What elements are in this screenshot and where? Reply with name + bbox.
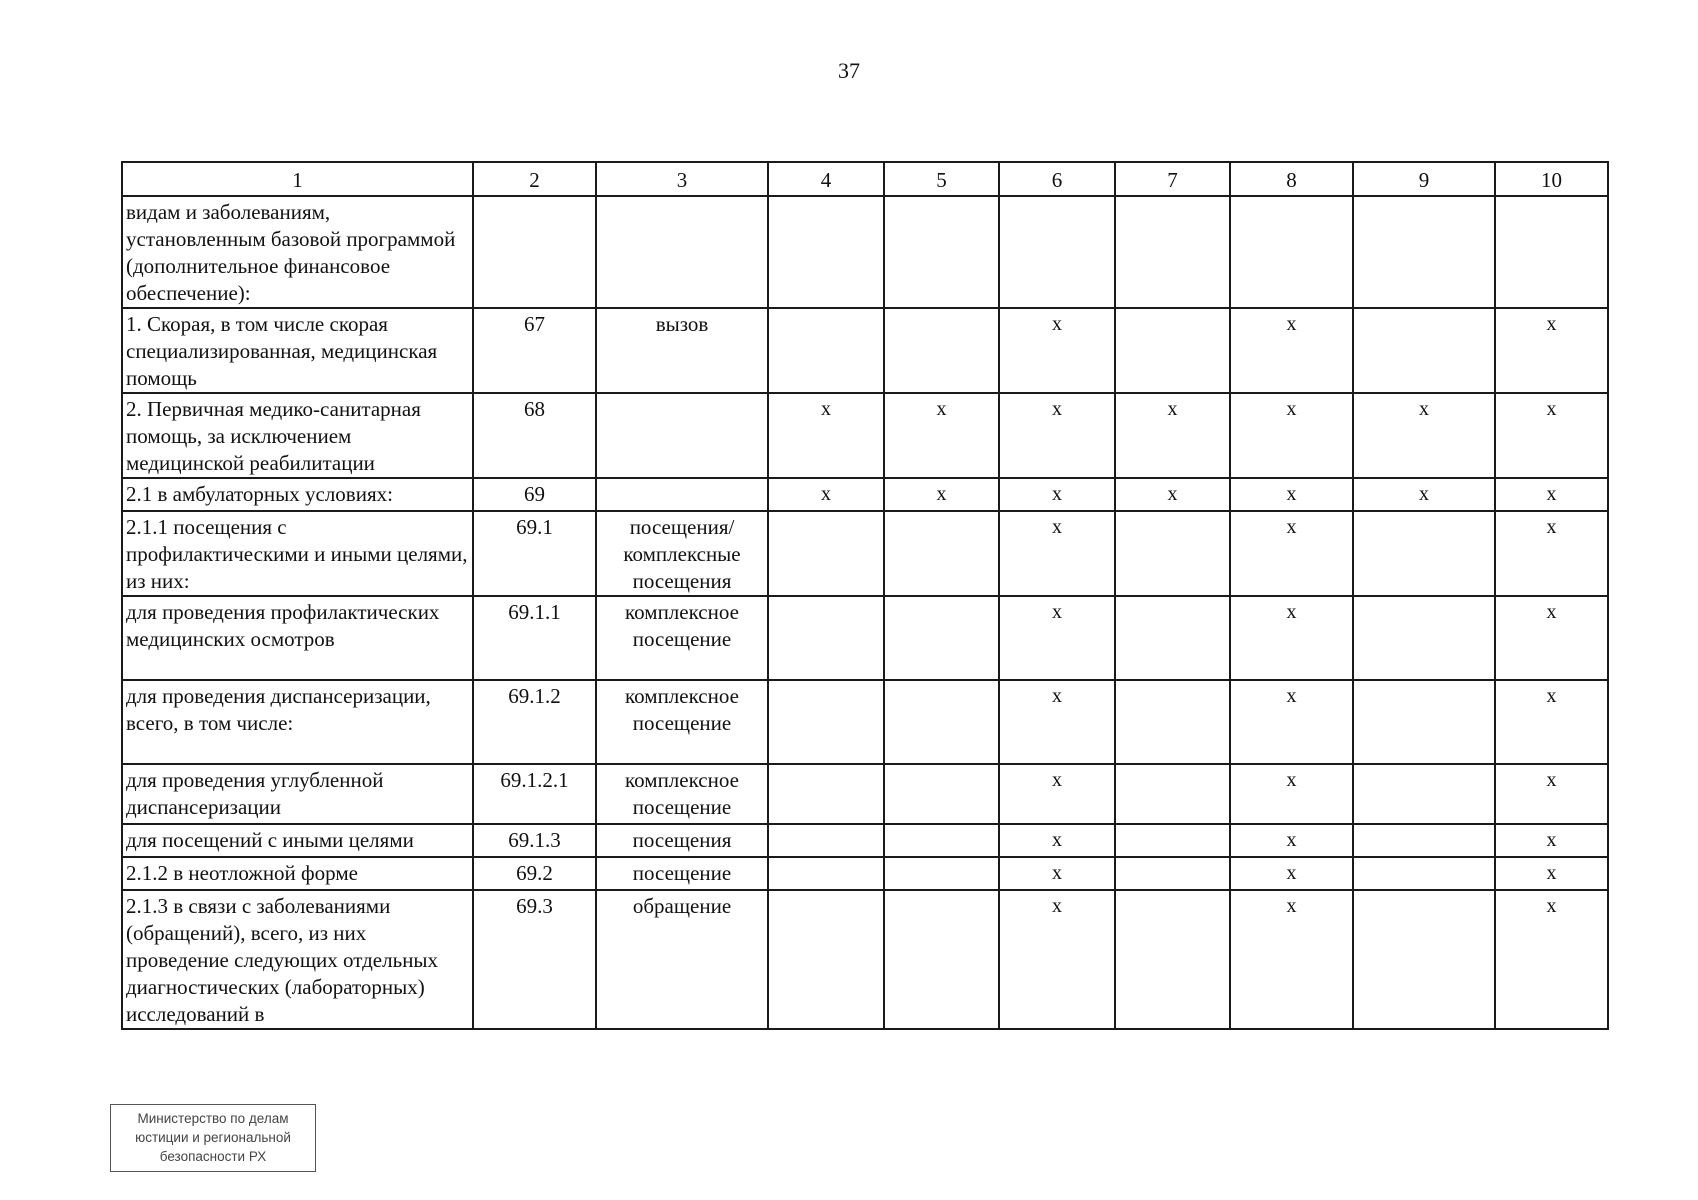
table-cell-col-5 bbox=[884, 308, 999, 393]
table-cell-col-8: х bbox=[1230, 764, 1353, 824]
table-cell-col-6: х bbox=[999, 764, 1115, 824]
table-cell-col-7 bbox=[1115, 596, 1230, 680]
table-cell-col-5 bbox=[884, 596, 999, 680]
table-cell-col-10: х bbox=[1495, 511, 1608, 596]
table-row bbox=[122, 308, 1608, 393]
column-header-9: 9 bbox=[1353, 162, 1495, 196]
table-cell-col-3: посещения bbox=[596, 824, 768, 857]
table-cell-col-1: 1. Скорая, в том числе скорая специализированная, медицинская помощь bbox=[122, 308, 473, 393]
table-cell-col-6 bbox=[999, 196, 1115, 308]
table-cell-col-4 bbox=[768, 857, 884, 890]
table-row bbox=[122, 393, 1608, 478]
table-cell-col-10: х bbox=[1495, 680, 1608, 764]
table-row bbox=[122, 596, 1608, 680]
table-cell-col-10: х bbox=[1495, 393, 1608, 478]
table-cell-col-1: 2.1.1 посещения с профилактическими и иными целями, из них: bbox=[122, 511, 473, 596]
table-cell-col-2: 69.2 bbox=[473, 857, 596, 890]
table-cell-col-2: 69.1.2 bbox=[473, 680, 596, 764]
table-cell-col-9 bbox=[1353, 857, 1495, 890]
table-cell-col-4: х bbox=[768, 478, 884, 511]
table-row bbox=[122, 511, 1608, 596]
table-cell-col-1: для проведения углубленной диспансеризации bbox=[122, 764, 473, 824]
table-cell-col-2: 67 bbox=[473, 308, 596, 393]
table-cell-col-9 bbox=[1353, 308, 1495, 393]
table-cell-col-3: комплексное посещение bbox=[596, 680, 768, 764]
table-header-row bbox=[122, 162, 1608, 196]
table-cell-col-7 bbox=[1115, 824, 1230, 857]
table-cell-col-5 bbox=[884, 857, 999, 890]
table-cell-col-8: х bbox=[1230, 393, 1353, 478]
table-cell-col-9 bbox=[1353, 196, 1495, 308]
table-cell-col-2: 69.3 bbox=[473, 890, 596, 1029]
stamp-line: безопасности РХ bbox=[159, 1149, 267, 1164]
table-cell-col-2: 69.1.3 bbox=[473, 824, 596, 857]
table-cell-col-3 bbox=[596, 393, 768, 478]
table-cell-col-7 bbox=[1115, 196, 1230, 308]
table-cell-col-4 bbox=[768, 824, 884, 857]
table-cell-col-7 bbox=[1115, 764, 1230, 824]
table-cell-col-8: х bbox=[1230, 680, 1353, 764]
table-cell-col-8: х bbox=[1230, 596, 1353, 680]
table-cell-col-4: х bbox=[768, 393, 884, 478]
table-cell-col-10: х bbox=[1495, 308, 1608, 393]
column-header-1: 1 bbox=[122, 162, 473, 196]
table-cell-col-1: видам и заболеваниям, установленным базовой программой (дополнительное финансовое обеспечение): bbox=[122, 196, 473, 308]
table-cell-col-1: для посещений с иными целями bbox=[122, 824, 473, 857]
table-cell-col-3: комплексное посещение bbox=[596, 596, 768, 680]
table-cell-col-2: 69.1.1 bbox=[473, 596, 596, 680]
table-cell-col-5 bbox=[884, 196, 999, 308]
table-cell-col-10: х bbox=[1495, 764, 1608, 824]
table-cell-col-6: х bbox=[999, 308, 1115, 393]
table-cell-col-7: х bbox=[1115, 478, 1230, 511]
table-cell-col-10: х bbox=[1495, 890, 1608, 1029]
table-cell-col-5: х bbox=[884, 478, 999, 511]
table-cell-col-3 bbox=[596, 478, 768, 511]
column-header-2: 2 bbox=[473, 162, 596, 196]
table-cell-col-3 bbox=[596, 196, 768, 308]
table-cell-col-6: х bbox=[999, 890, 1115, 1029]
table-cell-col-1: 2.1 в амбулаторных условиях: bbox=[122, 478, 473, 511]
table-cell-col-4 bbox=[768, 308, 884, 393]
table-cell-col-9: х bbox=[1353, 393, 1495, 478]
table-cell-col-2 bbox=[473, 196, 596, 308]
table-cell-col-10: х bbox=[1495, 824, 1608, 857]
table-cell-col-5 bbox=[884, 824, 999, 857]
table-cell-col-1: 2. Первичная медико-санитарная помощь, за исключением медицинской реабилитации bbox=[122, 393, 473, 478]
table-cell-col-9 bbox=[1353, 824, 1495, 857]
column-header-6: 6 bbox=[999, 162, 1115, 196]
table-cell-col-8: х bbox=[1230, 824, 1353, 857]
table-cell-col-5 bbox=[884, 511, 999, 596]
table-cell-col-10: х bbox=[1495, 478, 1608, 511]
table-cell-col-7 bbox=[1115, 857, 1230, 890]
table-row bbox=[122, 680, 1608, 764]
table-cell-col-7 bbox=[1115, 890, 1230, 1029]
table-cell-col-3: посещение bbox=[596, 857, 768, 890]
table-row bbox=[122, 824, 1608, 857]
table-row bbox=[122, 478, 1608, 511]
column-header-10: 10 bbox=[1495, 162, 1608, 196]
table-cell-col-2: 69.1.2.1 bbox=[473, 764, 596, 824]
table-cell-col-4 bbox=[768, 596, 884, 680]
table-cell-col-3: комплексное посещение bbox=[596, 764, 768, 824]
column-header-7: 7 bbox=[1115, 162, 1230, 196]
table-cell-col-9 bbox=[1353, 511, 1495, 596]
table-cell-col-7: х bbox=[1115, 393, 1230, 478]
table-cell-col-8: х bbox=[1230, 511, 1353, 596]
table-cell-col-4 bbox=[768, 764, 884, 824]
table-row bbox=[122, 196, 1608, 308]
table-cell-col-5: х bbox=[884, 393, 999, 478]
table-cell-col-4 bbox=[768, 196, 884, 308]
table-cell-col-2: 68 bbox=[473, 393, 596, 478]
table-cell-col-6: х bbox=[999, 393, 1115, 478]
table-cell-col-6: х bbox=[999, 511, 1115, 596]
stamp-line: Министерство по делам bbox=[137, 1111, 289, 1126]
table-cell-col-3: обращение bbox=[596, 890, 768, 1029]
table-cell-col-8: х bbox=[1230, 890, 1353, 1029]
table-cell-col-3: вызов bbox=[596, 308, 768, 393]
table-cell-col-9 bbox=[1353, 596, 1495, 680]
table-cell-col-1: для проведения профилактических медицинских осмотров bbox=[122, 596, 473, 680]
table-cell-col-1: 2.1.2 в неотложной форме bbox=[122, 857, 473, 890]
column-header-5: 5 bbox=[884, 162, 999, 196]
table-cell-col-7 bbox=[1115, 511, 1230, 596]
table-cell-col-6: х bbox=[999, 596, 1115, 680]
table-cell-col-6: х bbox=[999, 680, 1115, 764]
table-cell-col-9 bbox=[1353, 680, 1495, 764]
table-cell-col-10: х bbox=[1495, 596, 1608, 680]
table-cell-col-4 bbox=[768, 680, 884, 764]
table-cell-col-7 bbox=[1115, 680, 1230, 764]
column-header-8: 8 bbox=[1230, 162, 1353, 196]
table-cell-col-7 bbox=[1115, 308, 1230, 393]
table-cell-col-2: 69 bbox=[473, 478, 596, 511]
table-cell-col-9: х bbox=[1353, 478, 1495, 511]
table-cell-col-4 bbox=[768, 511, 884, 596]
document-table bbox=[121, 161, 1609, 1030]
table-cell-col-4 bbox=[768, 890, 884, 1029]
table-cell-col-8 bbox=[1230, 196, 1353, 308]
table-cell-col-5 bbox=[884, 764, 999, 824]
table-row bbox=[122, 857, 1608, 890]
column-header-4: 4 bbox=[768, 162, 884, 196]
table-row bbox=[122, 890, 1608, 1029]
table-cell-col-1: 2.1.3 в связи с заболеваниями (обращений), всего, из них проведение следующих отдельных диагностических (лабораторных) исследований в bbox=[122, 890, 473, 1029]
table-cell-col-5 bbox=[884, 680, 999, 764]
table-cell-col-2: 69.1 bbox=[473, 511, 596, 596]
table-cell-col-8: х bbox=[1230, 308, 1353, 393]
table-cell-col-9 bbox=[1353, 764, 1495, 824]
table-row bbox=[122, 764, 1608, 824]
stamp-line: юстиции и региональной bbox=[135, 1130, 291, 1145]
table-body bbox=[122, 196, 1608, 1029]
table-cell-col-3: посещения/комплексные посещения bbox=[596, 511, 768, 596]
table-cell-col-6: х bbox=[999, 824, 1115, 857]
table-cell-col-8: х bbox=[1230, 857, 1353, 890]
table-cell-col-6: х bbox=[999, 478, 1115, 511]
table-cell-col-10 bbox=[1495, 196, 1608, 308]
table-cell-col-5 bbox=[884, 890, 999, 1029]
ministry-stamp bbox=[110, 1104, 316, 1172]
column-header-3: 3 bbox=[596, 162, 768, 196]
table-cell-col-6: х bbox=[999, 857, 1115, 890]
table-cell-col-1: для проведения диспансеризации, всего, в том числе: bbox=[122, 680, 473, 764]
table-cell-col-10: х bbox=[1495, 857, 1608, 890]
table-cell-col-8: х bbox=[1230, 478, 1353, 511]
table-cell-col-9 bbox=[1353, 890, 1495, 1029]
page-number: 37 bbox=[838, 58, 860, 83]
